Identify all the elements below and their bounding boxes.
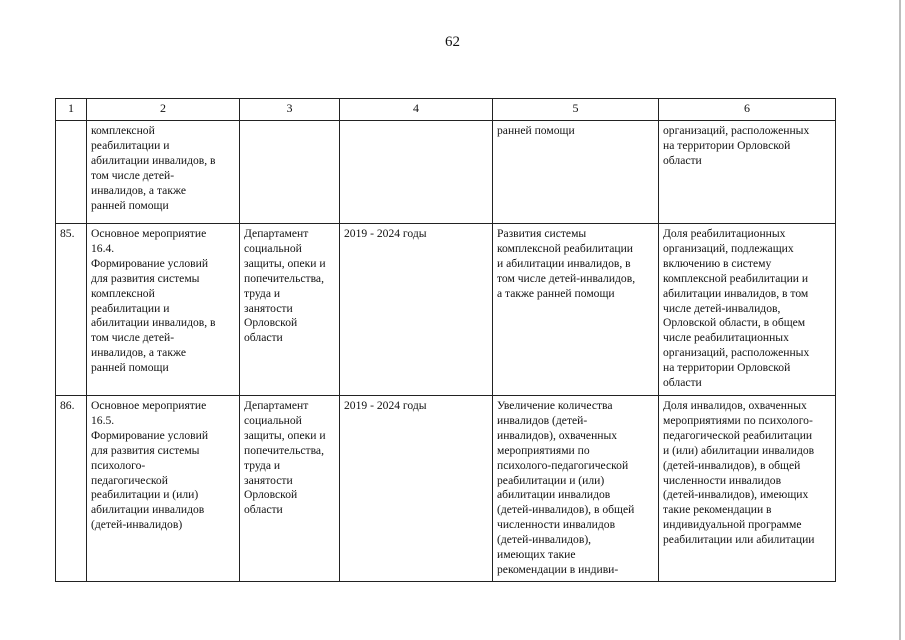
executor-text: Департамент социальной защиты, опеки и попечительства, труда и занятости Орловской области [244,399,326,517]
result-text: Увеличение количества инвалидов (детей- инвалидов), охваченных мероприятиями по психолого-педагогической реабилитации и (или) абилитации инвалидов (детей-инвалидов), в общей численности инвалидов (детей-инвалидов), имеющих такие рекомендации в индиви- [497,399,635,576]
column-number-row [56,99,836,121]
period-text: 2019 - 2024 годы [344,227,427,240]
result-cell [493,396,659,582]
column-number: 1 [56,99,87,121]
indicator-text: Доля реабилитационных организаций, подлежащих включению в систему комплексной реабилитации и абилитации инвалидов, в том числе детей-инвалидов, Орловской области, в общем числе реабилитационных организаций, расположенных на территории Орловской области [663,227,810,390]
program-measures-table [55,98,836,582]
period-text: 2019 - 2024 годы [344,399,427,412]
executor-text: Департамент социальной защиты, опеки и попечительства, труда и занятости Орловской области [244,227,326,345]
indicator-text: Доля инвалидов, охваченных мероприятиями по психолого- педагогической реабилитации и (или) абилитации инвалидов (детей-инвалидов), в общей численности инвалидов (детей-инвалидов), имеющих такие рекомендации в индивидуальной программе реабилитации или абилитации [663,399,815,547]
executor-cell [240,121,340,224]
column-number: 2 [87,99,240,121]
result-cell [493,224,659,396]
page-number: 62 [445,34,460,50]
column-number: 4 [340,99,493,121]
column-number: 6 [659,99,836,121]
measure-cell [87,396,240,582]
row-number: 85. [60,227,75,240]
executor-cell [240,224,340,396]
table-row [56,396,836,582]
row-number-cell [56,121,87,224]
result-cell [493,121,659,224]
executor-cell [240,396,340,582]
measure-text: Основное мероприятие 16.5. Формирование условий для развития системы психолого- педагогической реабилитации и (или) абилитации инвалидов (детей-инвалидов) [91,399,209,532]
measure-text: комплексной реабилитации и абилитации инвалидов, в том числе детей- инвалидов, а также ранней помощи [91,124,216,212]
result-text: ранней помощи [497,124,575,137]
period-cell [340,121,493,224]
period-cell [340,396,493,582]
indicator-text: организаций, расположенных на территории Орловской области [663,124,810,167]
result-text: Развития системы комплексной реабилитации и абилитации инвалидов, в том числе детей-инвалидов, а также ранней помощи [497,227,636,300]
indicator-cell [659,396,836,582]
column-number: 3 [240,99,340,121]
table-row [56,224,836,396]
indicator-cell [659,121,836,224]
indicator-cell [659,224,836,396]
row-number-cell [56,224,87,396]
period-cell [340,224,493,396]
measure-text: Основное мероприятие 16.4. Формирование условий для развития системы комплексной реабилитации и абилитации инвалидов, в том числе детей- инвалидов, а также ранней помощи [91,227,216,375]
table-row [56,121,836,224]
measure-cell [87,121,240,224]
scan-edge-line [899,0,901,640]
column-number: 5 [493,99,659,121]
row-number: 86. [60,399,75,412]
measure-cell [87,224,240,396]
row-number-cell [56,396,87,582]
